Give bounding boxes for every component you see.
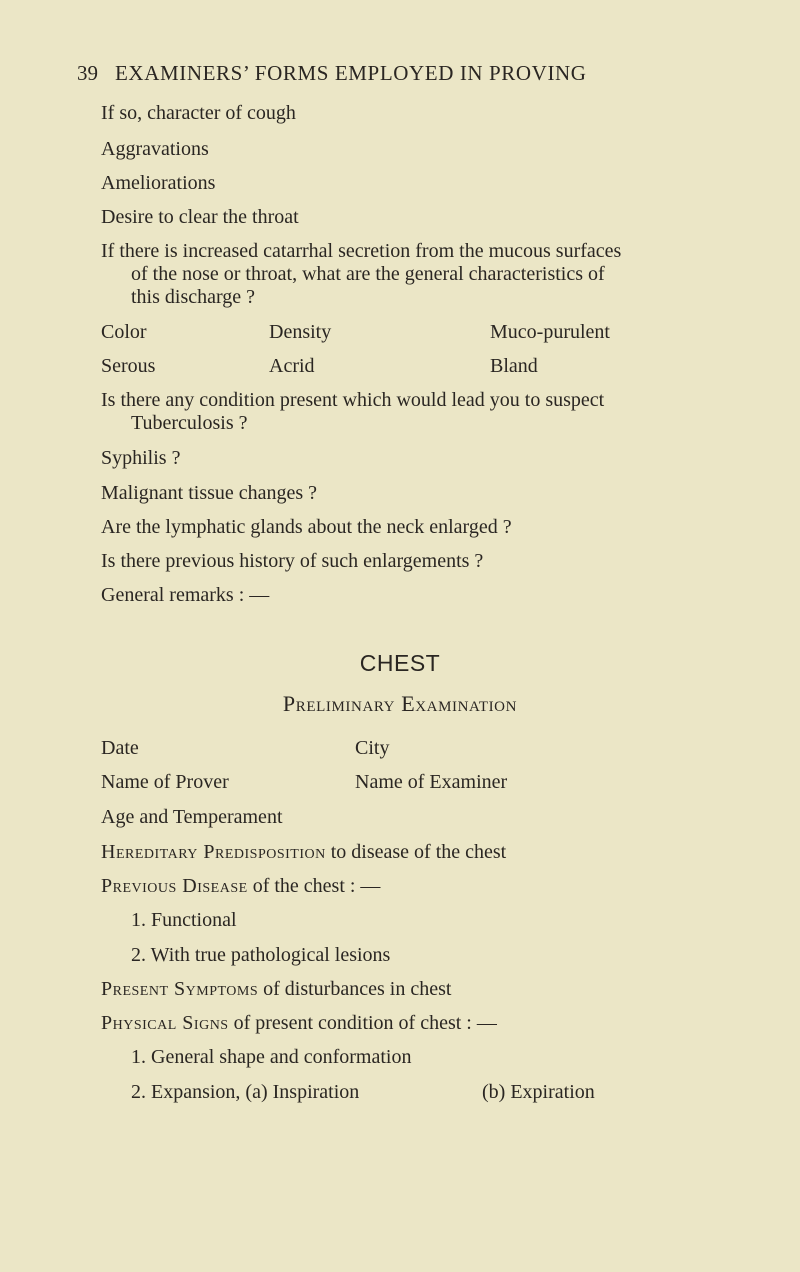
hereditary-label: Hereditary Predisposition <box>101 841 326 863</box>
expiration-item: (b) Expiration <box>482 1081 595 1103</box>
syphilis-line: Syphilis ? <box>101 447 181 469</box>
color-option: Color <box>101 321 147 343</box>
cough-line: If so, character of cough <box>101 102 296 124</box>
physical-signs-label: Physical Signs <box>101 1012 229 1034</box>
physical-signs-text: of present condition of chest : — <box>228 1012 497 1034</box>
hereditary-text: to disease of the chest <box>325 841 507 863</box>
ameliorations-line: Ameliorations <box>101 172 216 194</box>
present-symptoms-label: Present Symptoms <box>101 978 259 1000</box>
prover-name-field: Name of Prover <box>101 771 229 793</box>
examiner-name-field: Name of Examiner <box>355 771 508 793</box>
secretion-line-1: If there is increased catarrhal secretion from the mucous surfaces <box>101 240 622 262</box>
general-remarks-line: General remarks : — <box>101 584 270 606</box>
functional-item: 1. Functional <box>131 909 237 931</box>
previous-disease-text: of the chest : — <box>247 875 381 897</box>
city-field: City <box>355 737 390 759</box>
page-number: 39 <box>77 61 98 85</box>
muco-purulent-option: Muco-purulent <box>490 321 610 343</box>
suspect-line-1: Is there any condition present which would lead you to suspect <box>101 389 605 411</box>
lymphatic-line: Are the lymphatic glands about the neck enlarged ? <box>101 516 512 538</box>
physical-signs-line <box>101 1011 497 1035</box>
lesions-item: 2. With true pathological lesions <box>131 944 391 966</box>
secretion-line-3: this discharge ? <box>131 286 256 308</box>
expansion-item: 2. Expansion, (a) Inspiration <box>131 1081 360 1103</box>
general-shape-item: 1. General shape and conformation <box>131 1046 412 1068</box>
date-field: Date <box>101 737 139 759</box>
secretion-line-2: of the nose or throat, what are the general characteristics of <box>131 263 605 285</box>
hereditary-line <box>101 840 506 864</box>
bland-option: Bland <box>490 355 538 377</box>
serous-option: Serous <box>101 355 156 377</box>
desire-line: Desire to clear the throat <box>101 206 299 228</box>
suspect-line-2: Tuberculosis ? <box>131 412 248 434</box>
running-header: EXAMINERS’ FORMS EMPLOYED IN PROVING <box>115 61 587 85</box>
density-option: Density <box>269 321 332 343</box>
acrid-option: Acrid <box>269 355 315 377</box>
present-symptoms-text: of disturbances in chest <box>258 978 452 1000</box>
preliminary-examination-heading: Preliminary Examination <box>282 691 518 716</box>
previous-history-line: Is there previous history of such enlargements ? <box>101 550 484 572</box>
present-symptoms-line <box>101 977 451 1001</box>
chest-heading: CHEST <box>359 650 441 676</box>
malignant-line: Malignant tissue changes ? <box>101 482 318 504</box>
previous-disease-line <box>101 874 380 898</box>
age-temperament-field: Age and Temperament <box>101 806 283 828</box>
previous-disease-label: Previous Disease <box>101 875 248 897</box>
aggravations-line: Aggravations <box>101 138 209 160</box>
